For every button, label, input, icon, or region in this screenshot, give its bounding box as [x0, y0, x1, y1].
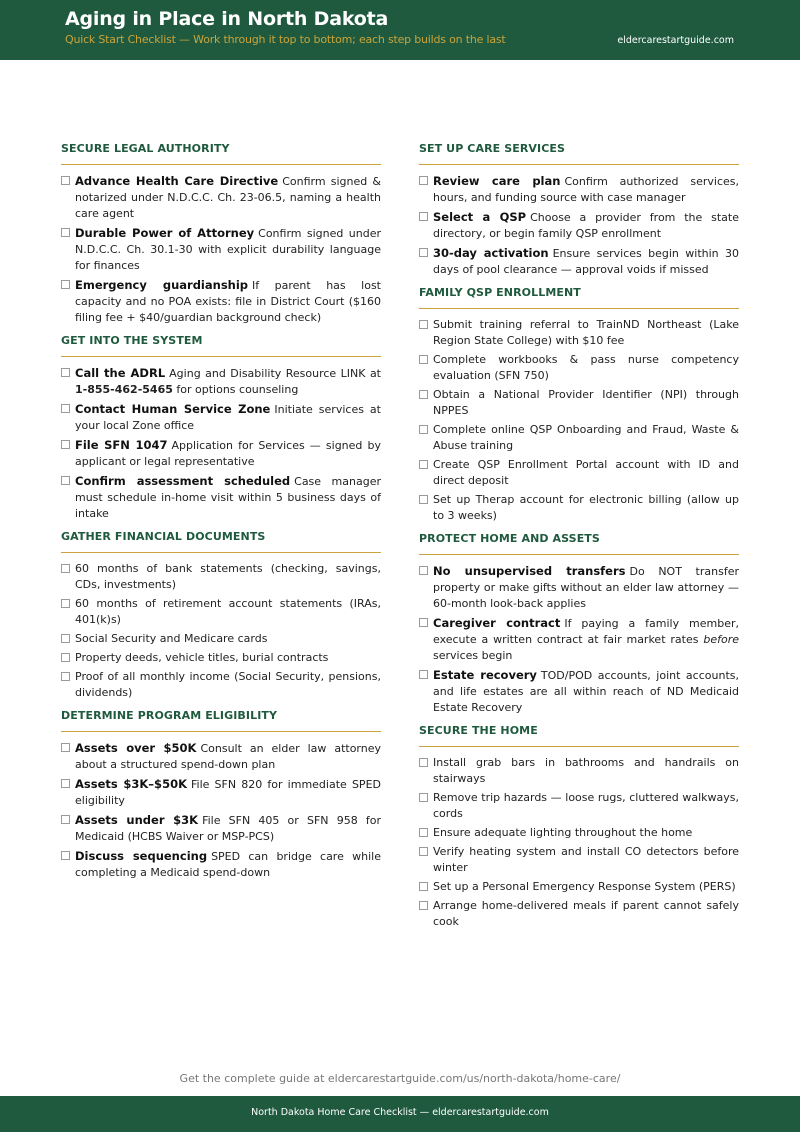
checkbox[interactable] — [419, 176, 428, 185]
checklist-item — [419, 563, 739, 612]
checkbox[interactable] — [419, 618, 428, 627]
item-text: Confirm signed under N.D.C.C. Ch. 30.1-30 with explicit durability language for finances — [75, 227, 381, 272]
checkbox[interactable] — [61, 564, 70, 573]
item-text: Remove trip hazards — loose rugs, cluttered walkways, cords — [433, 791, 739, 820]
item-heading: Confirm assessment scheduled — [75, 474, 291, 488]
item-text: Set up Therap account for electronic billing (allow up to 3 weeks) — [433, 493, 739, 522]
section-family-qsp — [419, 286, 739, 524]
header-site-link[interactable]: eldercarestartguide.com — [617, 35, 734, 46]
item-heading: Select a QSP — [433, 210, 527, 224]
checklist-item — [419, 615, 739, 664]
section-title: GATHER FINANCIAL DOCUMENTS — [61, 530, 381, 553]
item-text: Arrange home-delivered meals if parent cannot safely cook — [433, 899, 739, 928]
checkbox[interactable] — [419, 758, 428, 767]
section-title: SECURE LEGAL AUTHORITY — [61, 142, 381, 165]
item-text: Application for Services — signed by applicant or legal representative — [75, 439, 381, 468]
checklist-item — [419, 879, 739, 895]
checklist-item — [419, 387, 739, 419]
item-text: Social Security and Medicare cards — [75, 632, 268, 645]
checkbox[interactable] — [61, 440, 70, 449]
section-title: DETERMINE PROGRAM ELIGIBILITY — [61, 709, 381, 732]
page-title: Aging in Place in North Dakota — [65, 8, 389, 30]
item-text: Confirm authorized services, hours, and funding source with case manager — [433, 175, 739, 204]
checkbox[interactable] — [419, 566, 428, 575]
checkbox[interactable] — [61, 851, 70, 860]
checklist-item — [61, 812, 381, 845]
item-heading: Discuss sequencing — [75, 849, 208, 863]
item-text: Choose a provider from the state directory, or begin family QSP enrollment — [433, 211, 739, 240]
item-text: Obtain a National Provider Identifier (NPI) through NPPES — [433, 388, 739, 417]
left-column — [61, 142, 381, 889]
checkbox[interactable] — [419, 212, 428, 221]
checkbox[interactable] — [419, 670, 428, 679]
checklist-item — [419, 825, 739, 841]
checkbox[interactable] — [419, 828, 428, 837]
checklist-item — [61, 848, 381, 881]
section-legal-authority — [61, 142, 381, 326]
phone-number[interactable]: 1-855-462-5465 — [75, 383, 173, 396]
item-text: Aging and Disability Resource LINK at — [169, 367, 381, 380]
section-title: FAMILY QSP ENROLLMENT — [419, 286, 739, 309]
item-heading: Assets $3K–$50K — [75, 777, 187, 791]
item-heading: Caregiver contract — [433, 616, 561, 630]
checkbox[interactable] — [61, 743, 70, 752]
item-text: Property deeds, vehicle titles, burial contracts — [75, 651, 329, 664]
checklist-item — [419, 173, 739, 206]
item-text: Ensure services begin within 30 days of pool clearance — approval voids if missed — [433, 247, 739, 276]
checklist-item — [61, 437, 381, 470]
checklist-item — [419, 844, 739, 876]
header-bar — [0, 0, 800, 60]
item-text: 60 months of bank statements (checking, savings, CDs, investments) — [75, 562, 381, 591]
checkbox[interactable] — [61, 815, 70, 824]
item-heading: Emergency guardianship — [75, 278, 249, 292]
checkbox[interactable] — [61, 176, 70, 185]
checklist-item — [419, 790, 739, 822]
checklist-item — [61, 365, 381, 398]
item-heading: Review care plan — [433, 174, 561, 188]
item-heading: Call the ADRL — [75, 366, 166, 380]
checklist-item — [419, 457, 739, 489]
checklist-item — [61, 401, 381, 434]
checklist-item — [61, 596, 381, 628]
checkbox[interactable] — [419, 355, 428, 364]
checklist-item — [61, 473, 381, 522]
checkbox[interactable] — [419, 901, 428, 910]
right-column — [419, 142, 739, 938]
checklist-item — [61, 561, 381, 593]
item-text: 60 months of retirement account statements (IRAs, 401(k)s) — [75, 597, 381, 626]
item-heading: File SFN 1047 — [75, 438, 168, 452]
checklist-item — [419, 898, 739, 930]
item-text: Set up a Personal Emergency Response System (PERS) — [433, 880, 736, 893]
checkbox[interactable] — [419, 793, 428, 802]
checklist-item — [61, 776, 381, 809]
checkbox[interactable] — [419, 248, 428, 257]
item-text: TOD/POD accounts, joint accounts, and life estates are all within reach of ND Medicaid Estate Recovery — [433, 669, 739, 714]
item-text: Consult an elder law attorney about a structured spend-down plan — [75, 742, 382, 771]
item-text: Case manager must schedule in-home visit within 5 business days of intake — [75, 475, 381, 520]
checkbox[interactable] — [61, 672, 70, 681]
item-text: for options counseling — [172, 383, 299, 396]
item-text: Proof of all monthly income (Social Security, pensions, dividends) — [75, 670, 381, 699]
item-text: Ensure adequate lighting throughout the home — [433, 826, 693, 839]
item-text: Create QSP Enrollment Portal account with ID and direct deposit — [433, 458, 739, 487]
item-heading: Estate recovery — [433, 668, 537, 682]
item-heading: Assets under $3K — [75, 813, 199, 827]
checkbox[interactable] — [419, 460, 428, 469]
checkbox[interactable] — [419, 495, 428, 504]
checkbox[interactable] — [61, 634, 70, 643]
section-secure-home — [419, 724, 739, 930]
footer-bar — [0, 1096, 800, 1132]
item-text: File SFN 820 for immediate SPED eligibility — [75, 778, 381, 807]
section-title: GET INTO THE SYSTEM — [61, 334, 381, 357]
item-heading: Durable Power of Attorney — [75, 226, 255, 240]
checkbox[interactable] — [419, 847, 428, 856]
section-protect-assets — [419, 532, 739, 716]
checklist-item — [419, 352, 739, 384]
checklist-item — [61, 225, 381, 274]
checklist-item — [419, 667, 739, 716]
section-get-into-system — [61, 334, 381, 522]
item-text: Install grab bars in bathrooms and handrails on stairways — [433, 756, 739, 785]
item-text: If paying a family member, execute a written contract at fair market rates — [433, 617, 739, 646]
item-text: Complete workbooks & pass nurse competency evaluation (SFN 750) — [433, 353, 739, 382]
section-title: SECURE THE HOME — [419, 724, 739, 747]
section-care-services — [419, 142, 739, 278]
item-heading: Contact Human Service Zone — [75, 402, 271, 416]
checklist-item — [419, 755, 739, 787]
item-text: Complete online QSP Onboarding and Fraud, Waste & Abuse training — [433, 423, 739, 452]
item-text: Submit training referral to TrainND Northeast (Lake Region State College) with $10 fee — [433, 318, 739, 347]
section-program-eligibility — [61, 709, 381, 881]
checkbox[interactable] — [61, 599, 70, 608]
item-text: Confirm signed & notarized under N.D.C.C. Ch. 23-06.5, naming a health care agent — [75, 175, 382, 220]
checklist-item — [419, 492, 739, 524]
checkbox[interactable] — [419, 320, 428, 329]
checkbox[interactable] — [419, 425, 428, 434]
section-title: SET UP CARE SERVICES — [419, 142, 739, 165]
checklist-item — [61, 173, 381, 222]
item-text: File SFN 405 or SFN 958 for Medicaid (HCBS Waiver or MSP-PCS) — [75, 814, 381, 843]
item-text: If parent has lost capacity and no POA exists: file in District Court ($160 filing fee + $40/guardian background check) — [75, 279, 381, 324]
checkbox[interactable] — [61, 404, 70, 413]
checklist-item — [61, 631, 381, 647]
checkbox[interactable] — [61, 476, 70, 485]
item-text: services begin — [433, 649, 513, 662]
checklist-item — [419, 209, 739, 242]
page-subtitle: Quick Start Checklist — Work through it top to bottom; each step builds on the last — [65, 33, 506, 46]
checkbox[interactable] — [419, 882, 428, 891]
checklist-item — [61, 277, 381, 326]
checklist-item — [419, 422, 739, 454]
item-text: SPED can bridge care while completing a Medicaid spend-down — [75, 850, 381, 879]
item-text: Initiate services at your local Zone office — [75, 403, 381, 432]
checklist-item — [61, 669, 381, 701]
section-title: PROTECT HOME AND ASSETS — [419, 532, 739, 555]
checkbox[interactable] — [61, 653, 70, 662]
checkbox[interactable] — [61, 368, 70, 377]
checklist-item — [61, 650, 381, 666]
checkbox[interactable] — [61, 779, 70, 788]
item-heading: Advance Health Care Directive — [75, 174, 279, 188]
checkbox[interactable] — [61, 228, 70, 237]
guide-link[interactable]: Get the complete guide at eldercarestartguide.com/us/north-dakota/home-care/ — [179, 1072, 621, 1085]
checkbox[interactable] — [61, 280, 70, 289]
item-text: Do NOT transfer property or make gifts without an elder law attorney — 60-month look-back applies — [433, 565, 739, 610]
item-emphasis: before — [703, 633, 739, 646]
item-heading: 30-day activation — [433, 246, 549, 260]
checklist-item — [419, 317, 739, 349]
item-heading: No unsupervised transfers — [433, 564, 626, 578]
checklist-item — [61, 740, 381, 773]
item-heading: Assets over $50K — [75, 741, 197, 755]
section-financial-documents — [61, 530, 381, 701]
item-text: Verify heating system and install CO detectors before winter — [433, 845, 739, 874]
checklist-item — [419, 245, 739, 278]
footer-text: North Dakota Home Care Checklist — eldercarestartguide.com — [251, 1107, 549, 1118]
checkbox[interactable] — [419, 390, 428, 399]
